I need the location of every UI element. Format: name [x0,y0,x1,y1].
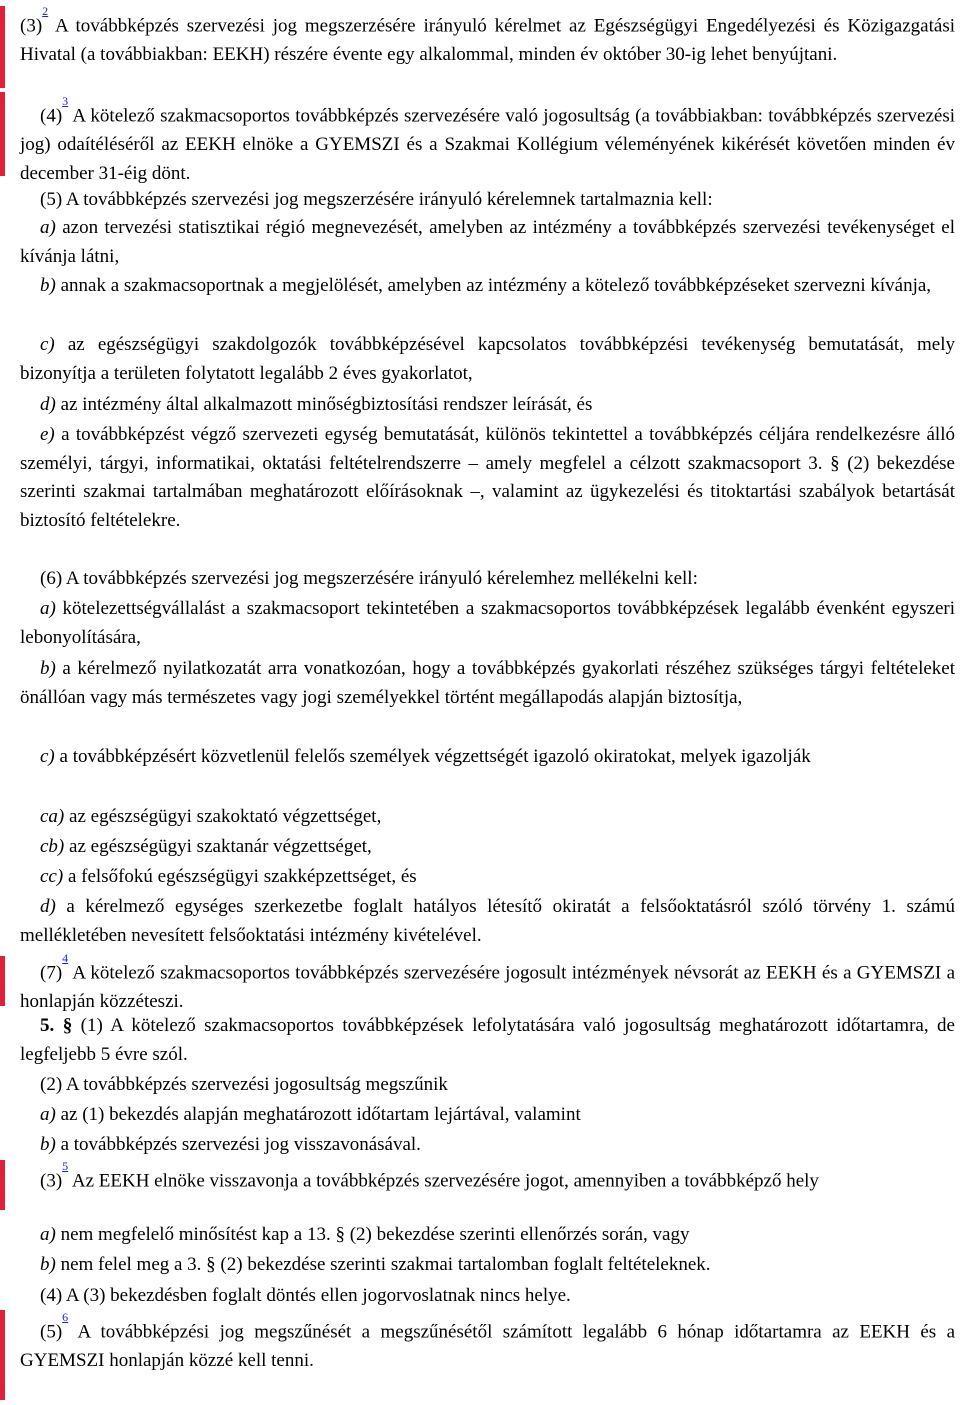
section-5-paragraph-4 [20,1282,955,1311]
list-label: b) [40,658,56,679]
list-item-5c [20,331,955,388]
paragraph-text: A kötelező szakmacsoportos továbbképzés szervezésére való jogosultság (a továbbiakban: továbbképzés szervezési jog) odaítéléséről az EEKH elnöke a GYEMSZI és a Szakmai Kollégium véleményének kikérését követően minden év december 31-éig dönt. [20,105,955,184]
change-bar [0,1160,5,1210]
list-item-6ca [20,803,955,832]
paragraph-text: (2) A továbbképzés szervezési jogosultság megszűnik [40,1074,448,1095]
footnote-link[interactable]: 3 [62,94,69,108]
section-5 [20,1012,955,1069]
list-item-6cc [20,863,955,892]
change-bar [0,956,5,1006]
list-label: a) [40,1104,56,1125]
paragraph-7 [20,953,955,1017]
list-text: nem felel meg a 3. § (2) bekezdése szerinti szakmai tartalomban foglalt feltételeknek. [55,1254,711,1275]
footnote-link[interactable]: 2 [42,4,49,18]
paragraph-6 [20,565,955,594]
list-text: a továbbképzés szervezési jog visszavonásával. [55,1134,421,1155]
list-text: kötelezettségvállalást a szakmacsoport tekintetében a szakmacsoportos továbbképzések legalább évenként egyszeri lebonyolítására, [20,598,955,648]
list-label: c) [40,334,55,355]
paragraph-text: (5) A továbbképzés szervezési jog megszerzésére irányuló kérelemnek tartalmaznia kell: [40,189,713,210]
footnote-link[interactable]: 5 [62,1159,69,1173]
list-text: az egészségügyi szakoktató végzettséget, [64,806,382,827]
list-item-6cb [20,833,955,862]
paragraph-number: (7) [40,962,63,984]
list-label: e) [40,424,55,445]
list-text: azon tervezési statisztikai régió megnevezését, amelyben az intézmény a továbbképzés szervezési tevékenységet el kívánja látni, [20,217,955,267]
list-text: az intézmény által alkalmazott minőségbiztosítási rendszer leírását, és [55,394,593,415]
paragraph-number: (3) [20,15,43,37]
paragraph-text: Az EEKH elnöke visszavonja a továbbképzés szervezésére jogot, amennyiben a továbbképző hely [68,1170,819,1192]
list-item-5b [20,272,955,301]
section-number: 5. [40,1015,55,1036]
change-bar [0,1310,5,1400]
change-bar [0,6,5,88]
list-item-6c [20,743,955,772]
list-label: a) [40,1224,56,1245]
list-text: a kérelmező nyilatkozatát arra vonatkozóan, hogy a továbbképzés gyakorlati részéhez szükséges tárgyi feltételeket önállóan vagy más természetes vagy jogi személyekkel történt megállapodás alapján biztosítja, [20,658,955,708]
list-item-6a [20,595,955,652]
list-label: b) [40,275,56,296]
list-item-s5-2b [20,1131,955,1160]
list-label: a) [40,217,56,238]
list-label: d) [40,394,56,415]
section-5-paragraph-2 [20,1071,955,1100]
change-bar [0,92,5,176]
section-sign: § [62,1015,73,1036]
list-text: a felsőfokú egészségügyi szakképzettséget, és [63,866,417,887]
list-text: az egészségügyi szakdolgozók továbbképzésével kapcsolatos továbbképzési tevékenység bemutatását, mely bizonyítja a területen folytatott legalább 2 éves gyakorlatot, [20,334,955,384]
section-5-paragraph-5 [20,1312,955,1376]
list-text: annak a szakmacsoportnak a megjelölését, amelyben az intézmény a kötelező továbbképzéseket szervezni kívánja, [55,275,932,296]
footnote-link[interactable]: 6 [62,1310,69,1324]
list-label: cc) [40,866,64,887]
list-text: a továbbképzést végző szervezeti egység bemutatását, különös tekintettel a továbbképzés céljára rendelkezésre álló személyi, tárgyi, informatikai, oktatási feltételrendszerre – amely megfelel a célzott szakmacsoport 3. § (2) bekezdése szerinti szakmai tartalmában meghatározott előírásoknak –, valamint az ügykezelési és titoktartási szabályok betartását biztosító feltételekre. [20,424,955,531]
list-item-5d [20,391,955,420]
paragraph-4 [20,96,955,188]
list-item-6d [20,893,955,950]
list-text: a továbbképzésért közvetlenül felelős személyek végzettségét igazoló okiratokat, melyek igazolják [54,746,811,767]
paragraph-number: (4) [40,105,63,127]
list-label: cb) [40,836,65,857]
list-text: nem megfelelő minősítést kap a 13. § (2) bekezdése szerinti ellenőrzés során, vagy [55,1224,690,1245]
list-text: az egészségügyi szaktanár végzettséget, [64,836,372,857]
paragraph-text: A továbbképzési jog megszűnését a megszűnésétől számított legalább 6 hónap időtartamra az EEKH és a GYEMSZI honlapján közzé kell tenni. [20,1321,955,1371]
paragraph-5 [20,186,955,215]
list-text: az (1) bekezdés alapján meghatározott időtartam lejártával, valamint [55,1104,581,1125]
list-label: ca) [40,806,65,827]
paragraph-text: A kötelező szakmacsoportos továbbképzés szervezésére jogosult intézmények névsorát az EEKH és a GYEMSZI a honlapján közzéteszi. [20,962,955,1012]
list-item-s5-3b [20,1251,955,1280]
paragraph-text: (1) A kötelező szakmacsoportos továbbképzések lefolytatására való jogosultság meghatározott időtartamra, de legfeljebb 5 évre szól. [20,1015,955,1065]
list-label: b) [40,1254,56,1275]
list-item-s5-3a [20,1221,955,1250]
paragraph-number: (5) [40,1321,63,1343]
list-text: a kérelmező egységes szerkezetbe foglalt hatályos létesítő okiratát a felsőoktatásról szóló törvény 1. számú mellékletében nevesített felsőoktatási intézmény kivételével. [20,896,955,946]
section-5-paragraph-3 [20,1161,955,1196]
list-item-5a [20,214,955,271]
list-item-6b [20,655,955,712]
paragraph-number: (3) [40,1170,63,1192]
list-label: c) [40,746,55,767]
list-item-s5-2a [20,1101,955,1130]
list-label: b) [40,1134,56,1155]
list-label: d) [40,896,56,917]
list-label: a) [40,598,56,619]
paragraph-text: (6) A továbbképzés szervezési jog megszerzésére irányuló kérelemhez mellékelni kell: [40,568,698,589]
paragraph-text: A továbbképzés szervezési jog megszerzésére irányuló kérelmet az Egészségügyi Engedélyezési és Közigazgatási Hivatal (a továbbiakban: EEKH) részére évente egy alkalommal, minden év október 30-ig lehet benyújtani. [20,15,955,65]
list-item-5e [20,421,955,535]
footnote-link[interactable]: 4 [62,951,69,965]
paragraph-text: (4) A (3) bekezdésben foglalt döntés ellen jogorvoslatnak nincs helye. [40,1285,571,1306]
paragraph-3 [20,6,955,70]
